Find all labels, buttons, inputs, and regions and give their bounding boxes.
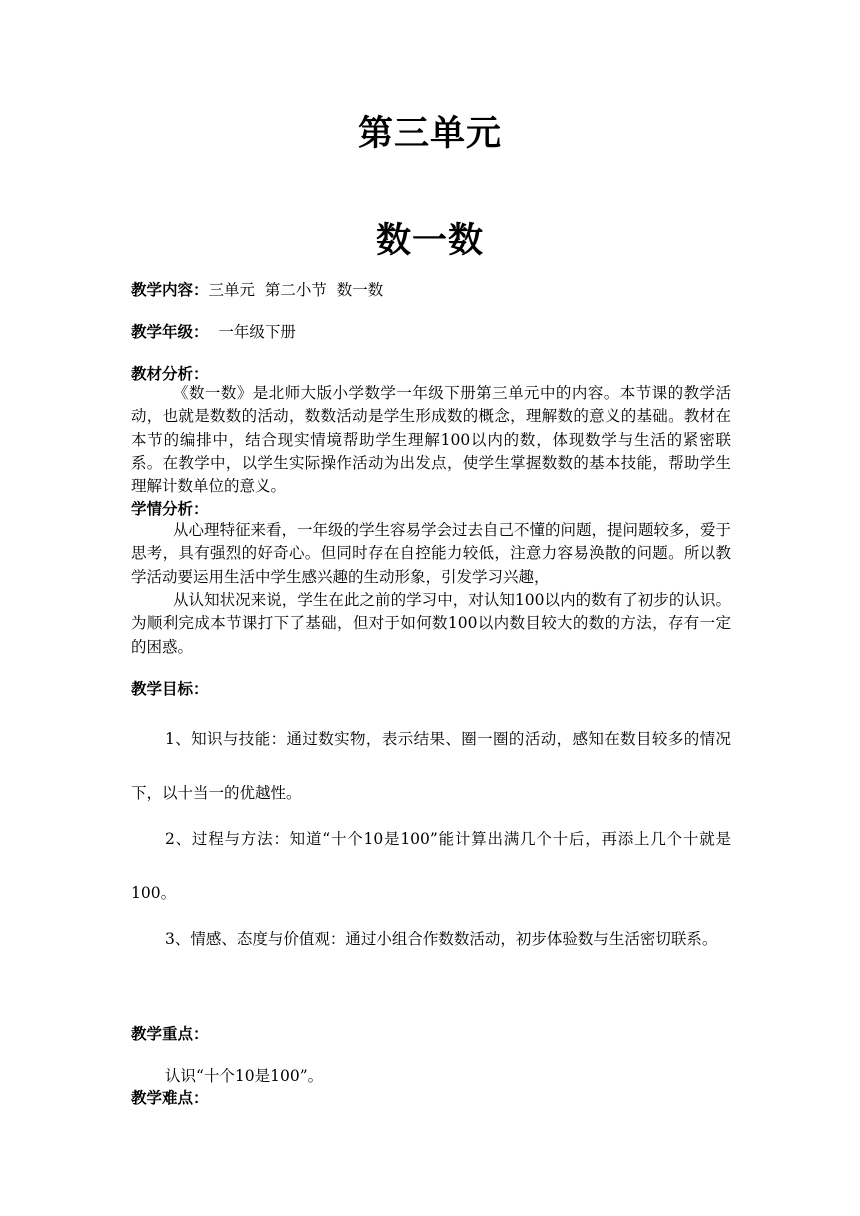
document-title: 第三单元 bbox=[357, 113, 502, 154]
document-subtitle: 数一数 bbox=[375, 220, 484, 261]
learner-label: 学情分析： bbox=[131, 499, 209, 518]
grade-value: 一年级下册 bbox=[208, 323, 296, 341]
content-label: 教学内容： bbox=[131, 280, 209, 299]
grade-row bbox=[131, 322, 731, 342]
material-paragraph: 《数一数》是北师大版小学数学一年级下册第三单元中的内容。本节课的教学活动，也就是数数的活动，数数活动是学生形成数的概念，理解数的意义的基础。教材在本节的编排中，结合现实情境帮助学生理解100以内的数，体现数学与生活的紧密联系。在教学中，以学生实际操作活动为出发点，使学生掌握数数的基本技能，帮助学生理解计数单位的意义。 bbox=[131, 384, 731, 496]
goals-label: 教学目标： bbox=[131, 679, 209, 698]
goal-2: 2、过程与方法：知道“十个10是100”能计算出满几个十后，再添上几个十就是100。 bbox=[131, 830, 731, 902]
content-row bbox=[131, 280, 731, 300]
grade-label: 教学年级： bbox=[131, 322, 209, 341]
difficulty-label: 教学难点： bbox=[131, 1088, 209, 1107]
focus-label: 教学重点： bbox=[131, 1024, 209, 1043]
goal-3: 3、情感、态度与价值观：通过小组合作数数活动，初步体验数与生活密切联系。 bbox=[165, 930, 718, 948]
material-label: 教材分析： bbox=[131, 364, 209, 383]
focus-text: 认识“十个10是100”。 bbox=[165, 1067, 324, 1085]
learner-paragraph-1: 从心理特征来看，一年级的学生容易学会过去自己不懂的问题，提问题较多，爱于思考，具有强烈的好奇心。但同时存在自控能力较低，注意力容易涣散的问题。所以教学活动要运用生活中学生感兴趣的生动形象，引发学习兴趣， bbox=[131, 521, 732, 586]
content-value: 三单元 第二小节 数一数 bbox=[208, 281, 384, 299]
goal-1: 1、知识与技能：通过数实物，表示结果、圈一圈的活动，感知在数目较多的情况下，以十当一的优越性。 bbox=[131, 730, 731, 802]
learner-paragraph-2: 从认知状况来说，学生在此之前的学习中，对认知100以内的数有了初步的认识。为顺利完成本节课打下了基础，但对于如何数100以内数目较大的数的方法，存有一定的困惑。 bbox=[131, 591, 731, 656]
